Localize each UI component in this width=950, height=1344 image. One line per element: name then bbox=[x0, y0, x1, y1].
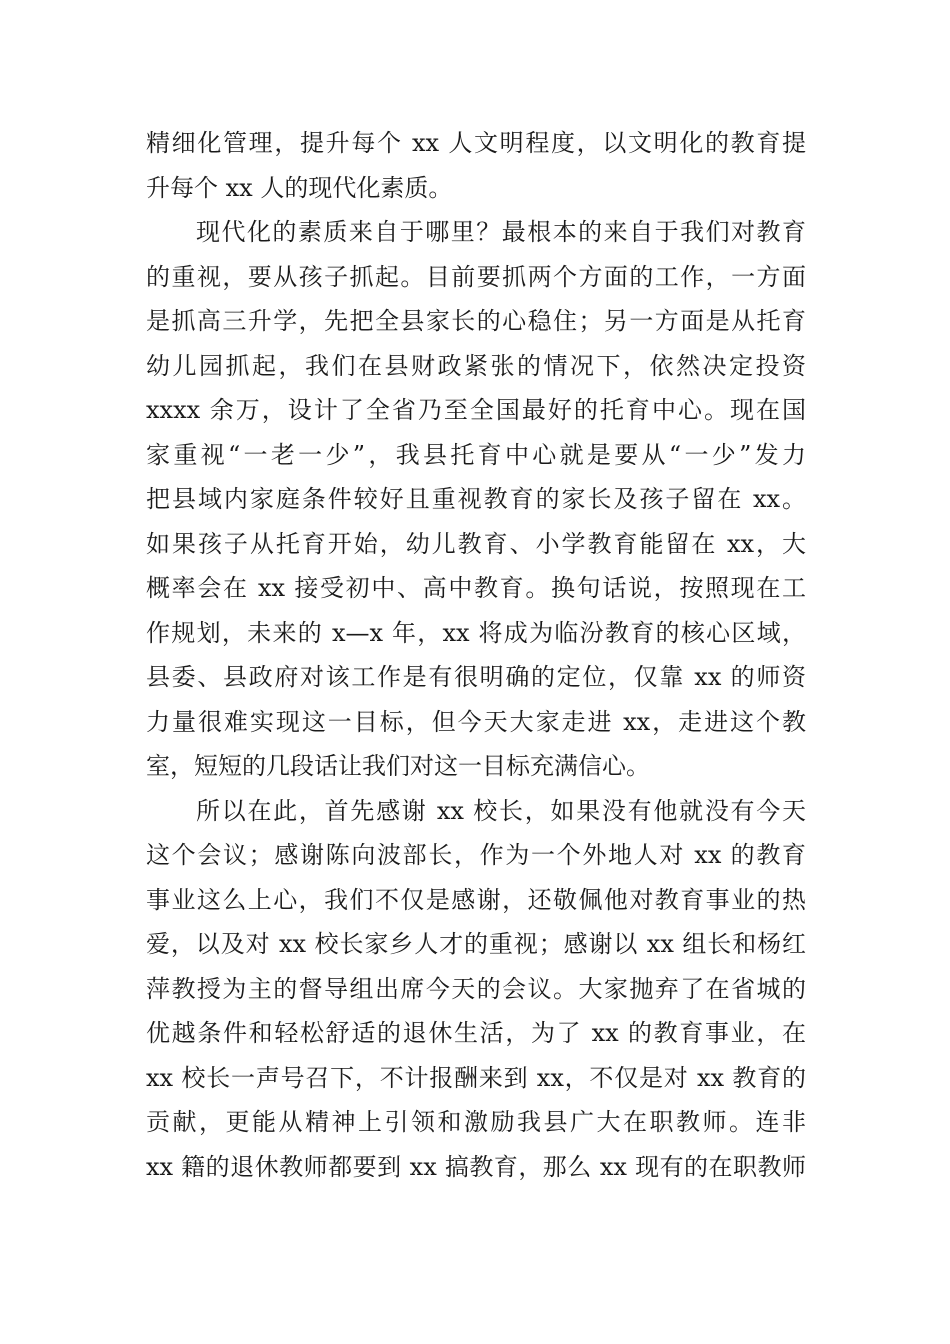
text-line: 如果孩子从托育开始，幼儿教育、小学教育能留在 xx，大 bbox=[146, 529, 806, 558]
text-line: 萍教授为主的督导组出席今天的会议。大家抛弃了在省城的 bbox=[146, 974, 806, 1003]
document-body bbox=[146, 121, 806, 1189]
text-line: 事业这么上心，我们不仅是感谢，还敬佩他对教育事业的热 bbox=[146, 885, 806, 914]
text-line: xx 校长一声号召下，不计报酬来到 xx，不仅是对 xx 教育的 bbox=[146, 1063, 806, 1092]
text-line: 精细化管理，提升每个 xx 人文明程度，以文明化的教育提 bbox=[146, 129, 806, 157]
text-line: xx 籍的退休教师都要到 xx 搞教育，那么 xx 现有的在职教师 bbox=[146, 1152, 806, 1181]
text-line: 升每个 xx 人的现代化素质。 bbox=[146, 173, 453, 202]
text-line: 室，短短的几段话让我们对这一目标充满信心。 bbox=[146, 752, 650, 780]
text-line: 爱，以及对 xx 校长家乡人才的重视；感谢以 xx 组长和杨红 bbox=[146, 930, 806, 958]
text-line: 优越条件和轻松舒适的退休生活，为了 xx 的教育事业，在 bbox=[146, 1019, 806, 1047]
text-line: 这个会议；感谢陈向波部长，作为一个外地人对 xx 的教育 bbox=[146, 841, 806, 869]
text-line: 县委、县政府对该工作是有很明确的定位，仅靠 xx 的师资 bbox=[146, 663, 806, 691]
text-line: 贡献，更能从精神上引领和激励我县广大在职教师。连非 bbox=[146, 1108, 806, 1136]
text-line: 幼儿园抓起，我们在县财政紧张的情况下，依然决定投资 bbox=[146, 351, 806, 380]
paragraph-start-line: 所以在此，首先感谢 xx 校长，如果没有他就没有今天 bbox=[196, 796, 806, 825]
text-line: 把县域内家庭条件较好且重视教育的家长及孩子留在 xx。 bbox=[146, 485, 806, 513]
text-line: 力量很难实现这一目标，但今天大家走进 xx，走进这个教 bbox=[146, 707, 806, 736]
text-line: xxxx 余万，设计了全省乃至全国最好的托育中心。现在国 bbox=[146, 396, 806, 424]
text-line: 的重视，要从孩子抓起。目前要抓两个方面的工作，一方面 bbox=[146, 262, 806, 291]
text-line: 概率会在 xx 接受初中、高中教育。换句话说，按照现在工 bbox=[146, 574, 806, 602]
text-line: 家重视“一老一少”，我县托育中心就是要从“一少”发力 bbox=[146, 440, 806, 469]
text-line: 是抓高三升学，先把全县家长的心稳住；另一方面是从托育 bbox=[146, 307, 806, 335]
paragraph-start-line: 现代化的素质来自于哪里？最根本的来自于我们对教育 bbox=[196, 218, 806, 246]
text-line: 作规划，未来的 x—x 年，xx 将成为临汾教育的核心区域， bbox=[146, 618, 806, 647]
